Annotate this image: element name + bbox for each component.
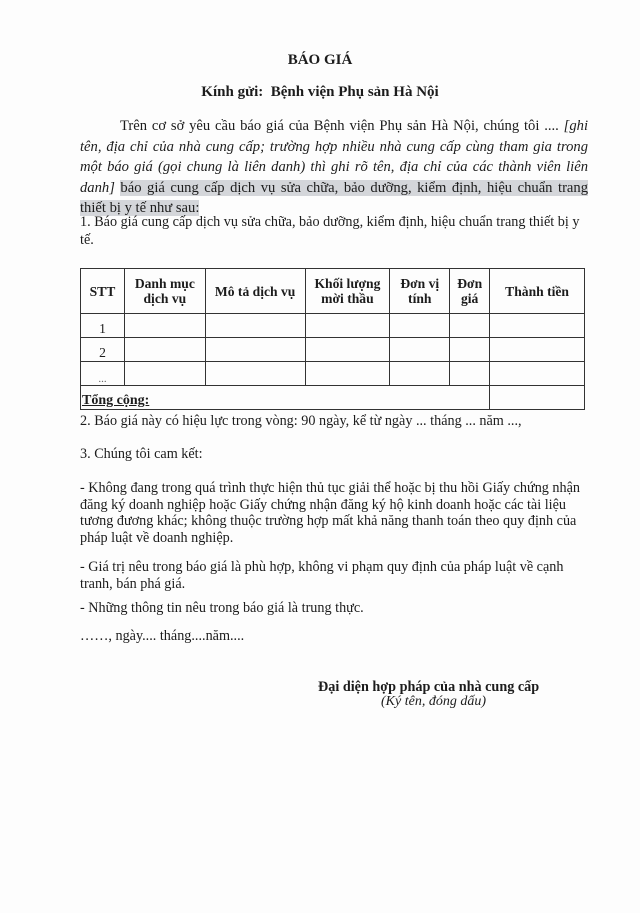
commitment-item: - Những thông tin nêu trong báo giá là trung thực.	[80, 600, 364, 616]
table-cell	[305, 338, 390, 362]
table-cell	[124, 338, 205, 362]
commitment-item: - Không đang trong quá trình thực hiện thủ tục giải thể hoặc bị thu hồi Giấy chứng nhận đăng ký doanh nghiệp hoặc Giấy chứng nhận đăng ký hộ kinh doanh hoặc các tài liệu tương đương khác; không thuộc trường hợp mất khả năng thanh toán theo quy định của pháp luật về doanh nghiệp.	[80, 480, 581, 546]
greeting	[0, 84, 640, 101]
row-stt: ...	[81, 362, 125, 386]
header-unit: Đơn vị tính	[390, 269, 450, 314]
table-cell	[450, 338, 490, 362]
intro-paragraph	[80, 116, 588, 219]
signature-title: Đại diện hợp pháp của nhà cung cấp	[318, 679, 540, 695]
table-cell	[450, 314, 490, 338]
header-total-amount: Thành tiền	[490, 269, 585, 314]
table-cell	[205, 314, 305, 338]
row-stt: 2	[81, 338, 125, 362]
greeting-label: Kính gửi:	[201, 84, 264, 100]
table-cell	[390, 314, 450, 338]
table-cell	[490, 362, 585, 386]
table-cell	[390, 338, 450, 362]
section-3: 3. Chúng tôi cam kết:	[80, 446, 203, 462]
table-cell	[490, 314, 585, 338]
signature-note: (Ký tên, đóng dấu)	[381, 694, 486, 709]
table-total-row	[81, 386, 585, 410]
intro-highlighted-text: báo giá cung cấp dịch vụ sửa chữa, bảo dưỡng, kiểm định, hiệu chuẩn trang thiết bị y tế như sau:	[80, 179, 588, 216]
greeting-recipient: Bệnh viện Phụ sản Hà Nội	[270, 84, 439, 100]
document-title: BÁO GIÁ	[287, 52, 353, 68]
quote-table	[80, 268, 585, 410]
table-cell	[124, 362, 205, 386]
table-row	[81, 338, 585, 362]
table-row	[81, 362, 585, 386]
intro-italic-note: [ghi tên, địa chỉ của nhà cung cấp; trường hợp nhiều nhà cung cấp cùng tham gia trong một báo giá (gọi chung là liên danh) thì ghi rõ tên, địa chỉ của các thành viên liên danh]	[80, 118, 588, 196]
row-stt: 1	[81, 314, 125, 338]
header-stt: STT	[81, 269, 125, 314]
section-2: 2. Báo giá này có hiệu lực trong vòng: 90 ngày, kể từ ngày ... tháng ... năm ...,	[80, 413, 522, 429]
header-quantity: Khối lượng mời thầu	[305, 269, 390, 314]
table-cell	[205, 362, 305, 386]
table-cell	[124, 314, 205, 338]
intro-lead: Trên cơ sở yêu cầu báo giá của Bệnh viện Phụ sản Hà Nội, chúng tôi ....	[120, 118, 564, 134]
table-cell	[450, 362, 490, 386]
total-label: Tổng cộng:	[81, 386, 490, 410]
table-cell	[205, 338, 305, 362]
section-1: 1. Báo giá cung cấp dịch vụ sửa chữa, bảo dưỡng, kiểm định, hiệu chuẩn trang thiết bị y tế.	[80, 214, 580, 248]
header-service-category: Danh mục dịch vụ	[124, 269, 205, 314]
table-cell	[390, 362, 450, 386]
date-line: ……, ngày.... tháng....năm....	[80, 628, 245, 644]
header-service-description: Mô tả dịch vụ	[205, 269, 305, 314]
table-row	[81, 314, 585, 338]
table-cell	[305, 362, 390, 386]
total-value	[490, 386, 585, 410]
table-header-row	[81, 269, 585, 314]
commitment-item: - Giá trị nêu trong báo giá là phù hợp, không vi phạm quy định của pháp luật về cạnh tranh, bán phá giá.	[80, 559, 564, 592]
header-unit-price: Đơn giá	[450, 269, 490, 314]
table-cell	[305, 314, 390, 338]
table-cell	[490, 338, 585, 362]
